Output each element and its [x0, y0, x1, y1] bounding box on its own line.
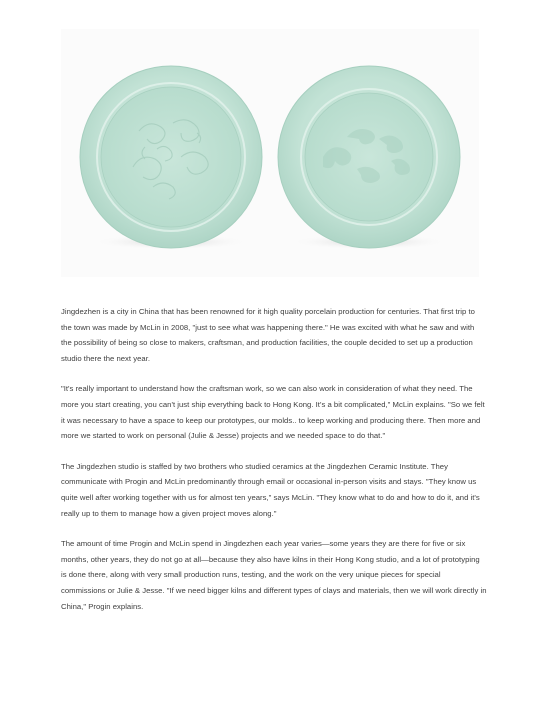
- celadon-plates-photo: [61, 29, 479, 277]
- article-paragraph: Jingdezhen is a city in China that has been renowned for it high quality porcelain production for centuries. That first trip to the town was made by McLin in 2008, "just to see what was happening there." He was excited with what he saw and with the possibility of being so close to makers, craftsman, and production facilities, the couple decided to set up a production studio there the next year.: [61, 307, 475, 363]
- article-paragraph: The amount of time Progin and McLin spend in Jingdezhen each year varies—some years they are there for five or six months, other years, they do not go at all—because they also have kilns in their Hong Kong studio, and a lot of prototyping is done there, along with very small production runs, testing, and the work on the very unique pieces for special commissions or Julie & Jesse. "If we need bigger kilns and different types of clays and materials, then we will work directly in China," Progin explains.: [61, 539, 487, 611]
- article-body: [61, 304, 487, 629]
- left-plate: [80, 66, 262, 250]
- right-plate: [278, 66, 460, 250]
- article-paragraph: "It's really important to understand how the craftsman work, so we can also work in consideration of what they need. The more you start creating, you can't just ship everything back to Hong Kong. It's a bit complicated," McLin explains. "So we felt it was necessary to have a space to keep our prototypes, our molds.. to keep working and producing there. Then more and more we started to work on personal (Julie & Jesse) projects and we needed space to do that.": [61, 384, 485, 441]
- article-paragraph: The Jingdezhen studio is staffed by two brothers who studied ceramics at the Jingdezhen Ceramic Institute. They communicate with Progin and McLin predominantly through email or occasional in-person visits and stays. "They know us quite well after working together with us for almost ten years," says McLin. "They know what to do and how to do it, and it's really up to them to manage how a given project moves along.": [61, 461, 480, 518]
- plates-illustration: [61, 29, 479, 277]
